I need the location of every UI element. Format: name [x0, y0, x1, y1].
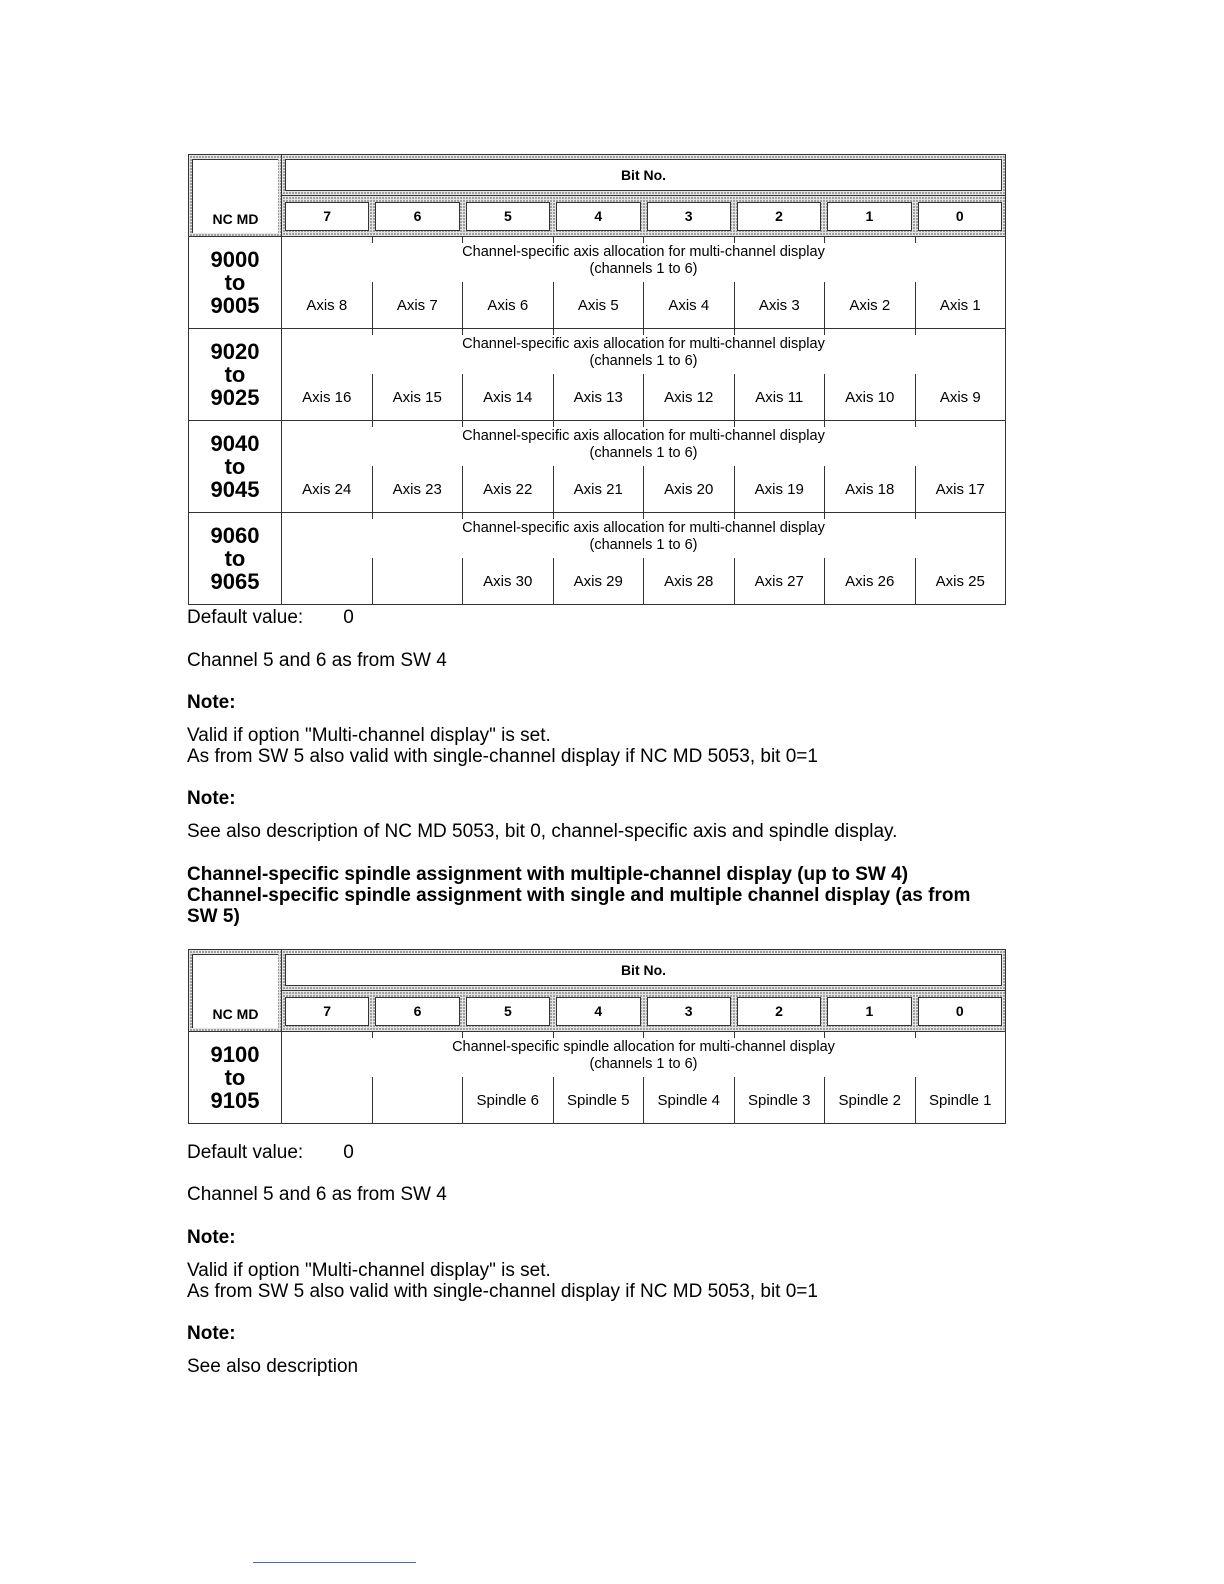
bit-value: Axis 18: [824, 466, 915, 512]
tick-marks: [282, 329, 1005, 335]
allocation-cell: [282, 237, 1006, 329]
bit-no-header-label: Bit No.: [285, 954, 1002, 986]
md-range-cell: [189, 1032, 282, 1124]
allocation-description: [282, 513, 1005, 558]
note-text-line: See also description of NC MD 5053, bit 0, channel-specific axis and spindle display.: [187, 821, 898, 842]
description-line: (channels 1 to 6): [589, 261, 698, 277]
bit-value: Axis 26: [824, 558, 915, 604]
channel-note: Channel 5 and 6 as from SW 4: [187, 1184, 447, 1205]
bit-numbers-row: [282, 196, 1006, 237]
bit-value: Axis 10: [824, 374, 915, 420]
bit-values: [282, 466, 1005, 512]
default-value: 0: [343, 607, 354, 628]
md-to-word: to: [224, 270, 246, 295]
description-line: Channel-specific spindle allocation for multi-channel display: [452, 1039, 835, 1055]
bit-numbers: [282, 994, 1005, 1029]
md-from: 9100: [210, 1042, 260, 1067]
md-to: 9105: [210, 1088, 260, 1113]
bit-number: 5: [466, 997, 550, 1026]
md-from: 9060: [210, 523, 260, 548]
note-label: Note:: [187, 1227, 236, 1248]
note-text-line: As from SW 5 also valid with single-channel display if NC MD 5053, bit 0=1: [187, 746, 818, 767]
default-value-line: [187, 1142, 354, 1163]
bit-values: [282, 282, 1005, 328]
bit-number: 6: [375, 202, 459, 231]
table-row: [189, 421, 1006, 513]
table-row: [189, 513, 1006, 605]
allocation-cell: [282, 1032, 1006, 1124]
bit-value: Axis 6: [462, 282, 553, 328]
bit-value: [372, 558, 463, 604]
bit-no-header-cell: [282, 950, 1006, 991]
table-row: [189, 237, 1006, 329]
bit-value: [282, 1077, 372, 1123]
md-to-word: to: [224, 1065, 246, 1090]
tick-marks: [282, 513, 1005, 519]
bit-numbers: [282, 199, 1005, 234]
bit-number: 2: [737, 202, 821, 231]
bit-value: Axis 15: [372, 374, 463, 420]
md-from: 9020: [210, 339, 260, 364]
note-text-line: See also description: [187, 1356, 359, 1377]
md-range-cell: [189, 513, 282, 605]
md-range-cell: [189, 237, 282, 329]
bit-value: Axis 12: [643, 374, 734, 420]
default-value-label: Default value:: [187, 607, 304, 628]
allocation-cell: [282, 329, 1006, 421]
bit-number: 3: [647, 997, 731, 1026]
note-label: Note:: [187, 788, 236, 809]
bit-value: Axis 13: [553, 374, 644, 420]
bit-number: 7: [285, 997, 369, 1026]
allocation-cell: [282, 421, 1006, 513]
bit-number: 3: [647, 202, 731, 231]
description-line: (channels 1 to 6): [589, 537, 698, 553]
description-line: Channel-specific axis allocation for multi-channel display: [462, 244, 825, 260]
bit-value: Axis 24: [302, 480, 352, 498]
description-line: (channels 1 to 6): [589, 445, 698, 461]
bit-value: Axis 21: [553, 466, 644, 512]
default-value: 0: [343, 1142, 354, 1163]
bit-values: [282, 558, 1005, 604]
bit-value: Axis 11: [734, 374, 825, 420]
allocation-description: [282, 329, 1005, 374]
bit-no-header-label: Bit No.: [285, 159, 1002, 191]
bit-value: Axis 30: [462, 558, 553, 604]
bit-value: Spindle 3: [734, 1077, 825, 1123]
description-line: Channel-specific axis allocation for multi-channel display: [462, 428, 825, 444]
bit-number: 1: [827, 202, 911, 231]
bit-number: 2: [737, 997, 821, 1026]
bit-value: Axis 5: [553, 282, 644, 328]
md-to: 9045: [210, 477, 260, 502]
bit-numbers-row: [282, 991, 1006, 1032]
bit-value: Axis 7: [372, 282, 463, 328]
bit-number: 4: [556, 202, 640, 231]
md-range-cell: [189, 329, 282, 421]
bit-value: Axis 16: [302, 388, 352, 406]
tick-marks: [282, 1032, 1005, 1038]
spindle-allocation-table: [188, 949, 1006, 1124]
note-label: Note:: [187, 1323, 236, 1344]
ncmd-header-label: NC MD: [192, 159, 278, 233]
allocation-cell: [282, 513, 1006, 605]
footer-link-underline: [253, 1562, 416, 1563]
bit-value: Axis 14: [462, 374, 553, 420]
description-line: (channels 1 to 6): [589, 353, 698, 369]
note-text-line: Valid if option "Multi-channel display" is set.: [187, 725, 551, 746]
axis-allocation-table: [188, 154, 1006, 605]
md-to: 9005: [210, 293, 260, 318]
bit-number: 0: [918, 202, 1002, 231]
ncmd-header-cell: [189, 950, 282, 1032]
heading-line: Channel-specific spindle assignment with single and multiple channel display (as from: [187, 885, 971, 906]
md-to: 9065: [210, 569, 260, 594]
bit-value: [372, 1077, 463, 1123]
description-line: Channel-specific axis allocation for multi-channel display: [462, 336, 825, 352]
bit-value: Axis 27: [734, 558, 825, 604]
channel-note: Channel 5 and 6 as from SW 4: [187, 650, 447, 671]
ncmd-header-cell: [189, 155, 282, 237]
description-line: (channels 1 to 6): [589, 1056, 698, 1072]
md-from: 9040: [210, 431, 260, 456]
md-range-cell: [189, 421, 282, 513]
md-to-word: to: [224, 546, 246, 571]
table-row: [189, 1032, 1006, 1124]
bit-value: [282, 558, 372, 604]
md-to-word: to: [224, 362, 246, 387]
bit-values: [282, 1077, 1005, 1123]
allocation-description: [282, 237, 1005, 282]
bit-no-header-cell: [282, 155, 1006, 196]
note-label: Note:: [187, 692, 236, 713]
bit-value: Spindle 4: [643, 1077, 734, 1123]
allocation-description: [282, 1032, 1005, 1077]
bit-value: Axis 4: [643, 282, 734, 328]
default-value-line: [187, 607, 354, 628]
bit-value: Spindle 6: [462, 1077, 553, 1123]
bit-number: 1: [827, 997, 911, 1026]
bit-value: Axis 23: [372, 466, 463, 512]
bit-value: Axis 20: [643, 466, 734, 512]
note-text-line: As from SW 5 also valid with single-channel display if NC MD 5053, bit 0=1: [187, 1281, 818, 1302]
bit-number: 0: [918, 997, 1002, 1026]
md-to: 9025: [210, 385, 260, 410]
tick-marks: [282, 421, 1005, 427]
md-from: 9000: [210, 247, 260, 272]
bit-value: Axis 8: [306, 296, 348, 314]
table-row: [189, 329, 1006, 421]
bit-number: 5: [466, 202, 550, 231]
heading-line: SW 5): [187, 906, 240, 927]
bit-value: Spindle 5: [553, 1077, 644, 1123]
bit-value: Axis 2: [824, 282, 915, 328]
heading-line: Channel-specific spindle assignment with multiple-channel display (up to SW 4): [187, 864, 909, 885]
bit-value: Axis 17: [915, 466, 1006, 512]
bit-values: [282, 374, 1005, 420]
bit-value: Spindle 1: [915, 1077, 1006, 1123]
bit-number: 6: [375, 997, 459, 1026]
default-value-label: Default value:: [187, 1142, 304, 1163]
bit-value: Axis 9: [915, 374, 1006, 420]
md-to-word: to: [224, 454, 246, 479]
allocation-description: [282, 421, 1005, 466]
bit-value: Axis 1: [915, 282, 1006, 328]
ncmd-header-label: NC MD: [192, 954, 278, 1028]
bit-value: Axis 29: [553, 558, 644, 604]
bit-number: 7: [285, 202, 369, 231]
bit-value: Axis 19: [734, 466, 825, 512]
bit-value: Axis 3: [734, 282, 825, 328]
note-text-line: Valid if option "Multi-channel display" is set.: [187, 1260, 551, 1281]
bit-value: Axis 28: [643, 558, 734, 604]
bit-value: Axis 22: [462, 466, 553, 512]
description-line: Channel-specific axis allocation for multi-channel display: [462, 520, 825, 536]
bit-value: Axis 25: [915, 558, 1006, 604]
tick-marks: [282, 237, 1005, 243]
section-heading: [187, 864, 1017, 927]
bit-value: Spindle 2: [824, 1077, 915, 1123]
bit-number: 4: [556, 997, 640, 1026]
